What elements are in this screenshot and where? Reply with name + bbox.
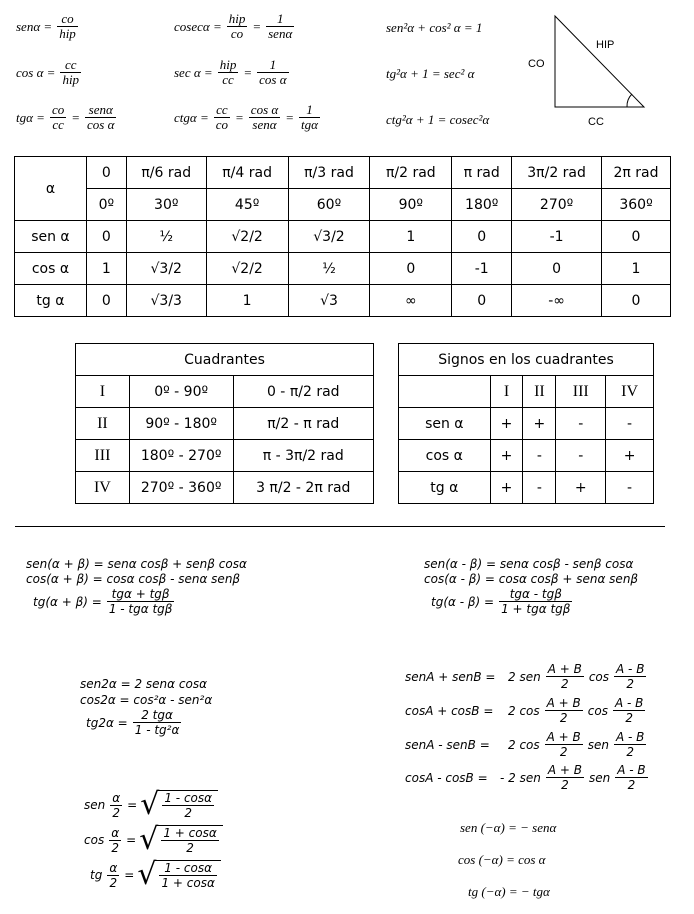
double-cos: cos2α = cos²α - sen²α	[80, 693, 213, 707]
table-cell: π/3 rad	[288, 157, 370, 189]
table-cell: tg α	[399, 472, 491, 504]
table-cell: -	[556, 408, 606, 440]
formula-sec: sec α = hip cc = $\frac{1}{\text{cos α}}$	[174, 57, 287, 87]
table-cell: 60º	[288, 189, 370, 221]
signs-title: Signos en los cuadrantes	[399, 344, 654, 376]
table-row	[15, 253, 671, 285]
half-cos: cos $\frac{\alpha}{2}$ = √ $\frac{1 + \cos\alpha}{2}$	[84, 825, 223, 855]
table-cell: I	[76, 376, 130, 408]
cotangent-identity: ctg²α + 1 = cosec²α	[386, 112, 490, 127]
table-cell: 180º	[452, 189, 512, 221]
table-cell: -	[606, 472, 654, 504]
table-cell: III	[556, 376, 606, 408]
formula-cosec: cosecα = hip co = 1 senα	[174, 11, 293, 41]
table-cell: sen α	[15, 221, 87, 253]
sum-sen: sen(α + β) = senα cosβ + senβ cosα	[26, 557, 247, 571]
trig-values-table	[14, 156, 671, 317]
table-row	[399, 344, 654, 376]
table-cell: 3π/2 rad	[512, 157, 602, 189]
table-cell: √2/2	[206, 221, 288, 253]
table-cell: III	[76, 440, 130, 472]
table-cell: I	[490, 376, 523, 408]
table-cell: 90º	[370, 189, 452, 221]
table-row	[76, 344, 374, 376]
table-cell: -1	[452, 253, 512, 285]
double-sen: sen2α = 2 senα cosα	[80, 677, 207, 691]
sum-cos: cos(α + β) = cosα cosβ - senα senβ	[26, 572, 241, 586]
table-cell: II	[523, 376, 556, 408]
table-cell: ∞	[370, 285, 452, 317]
table-cell: α	[15, 157, 87, 221]
table-cell: 45º	[206, 189, 288, 221]
table-cell: π rad	[452, 157, 512, 189]
table-row	[76, 440, 374, 472]
table-cell: 30º	[126, 189, 206, 221]
table-cell: -	[523, 440, 556, 472]
table-cell: -1	[512, 221, 602, 253]
sum-tg: tg(α + β) = tgα + tgβ 1 - tgα tgβ	[33, 587, 173, 616]
prod-2: cosA + cosB = 2 cos A + B 2 cos A - B 2	[405, 696, 644, 725]
table-cell: ½	[288, 253, 370, 285]
formula-cos: cos α = cc hip	[16, 57, 80, 87]
table-cell: 0	[452, 221, 512, 253]
table-cell: √3/3	[126, 285, 206, 317]
table-cell: 270º	[512, 189, 602, 221]
table-cell: π/2 - π rad	[233, 408, 374, 440]
table-row	[76, 408, 374, 440]
table-row	[399, 408, 654, 440]
table-row	[399, 472, 654, 504]
neg-tg: tg (−α) = − tgα	[468, 884, 550, 899]
table-cell: sen α	[399, 408, 491, 440]
table-cell: π - 3π/2 rad	[233, 440, 374, 472]
table-cell: 3 π/2 - 2π rad	[233, 472, 374, 504]
table-cell: 0	[602, 285, 671, 317]
table-cell: -∞	[512, 285, 602, 317]
table-cell: √2/2	[206, 253, 288, 285]
double-tg: tg2α = 2 tgα 1 - tg²α	[86, 708, 180, 737]
table-cell: II	[76, 408, 130, 440]
table-cell: 0º	[86, 189, 126, 221]
table-cell: √3/2	[126, 253, 206, 285]
tangent-identity: tg²α + 1 = sec² α	[386, 66, 475, 81]
quadrants-table	[75, 343, 374, 504]
pythagorean-identity: sen²α + cos² α = 1	[386, 20, 483, 35]
table-cell: -	[556, 440, 606, 472]
table-cell: √3	[288, 285, 370, 317]
table-cell: +	[490, 472, 523, 504]
table-cell: 1	[86, 253, 126, 285]
signs-table	[398, 343, 654, 504]
table-cell: +	[523, 408, 556, 440]
table-cell: ½	[126, 221, 206, 253]
table-cell: 270º - 360º	[129, 472, 233, 504]
table-row	[15, 157, 671, 189]
table-cell: 1	[370, 221, 452, 253]
label-hip: HIP	[596, 39, 615, 51]
prod-1: senA + senB = 2 sen A + B 2 cos A - B 2	[405, 662, 645, 691]
table-cell: -	[606, 408, 654, 440]
prod-4: cosA - cosB = - 2 sen A + B 2 sen A - B 2	[405, 763, 646, 792]
table-cell: 1	[602, 253, 671, 285]
neg-cos: cos (−α) = cos α	[458, 852, 546, 867]
table-cell: 0	[602, 221, 671, 253]
table-row	[15, 189, 671, 221]
table-cell: 0 - π/2 rad	[233, 376, 374, 408]
dif-tg: tg(α - β) = tgα - tgβ 1 + tgα tgβ	[431, 587, 571, 616]
table-row	[15, 285, 671, 317]
table-cell: 0º - 90º	[129, 376, 233, 408]
half-tg: tg $\frac{\alpha}{2}$ = √ $\frac{1 - \cos\alpha}{1 + \cos\alpha}$	[90, 860, 221, 890]
right-triangle-diagram	[520, 8, 660, 133]
half-sen: sen $\frac{\alpha}{2}$ = √ $\frac{1 - \cos\alpha}{2}$	[84, 790, 218, 820]
formula-sen: senα = co hip	[16, 11, 76, 41]
table-row	[76, 472, 374, 504]
table-cell: 0	[370, 253, 452, 285]
table-row	[76, 376, 374, 408]
table-cell: 1	[206, 285, 288, 317]
table-cell: cos α	[399, 440, 491, 472]
formula-ctg: ctgα = $\frac{cc}{co}$ = cos α senα = 1 tgα	[174, 102, 318, 132]
table-cell: 0	[86, 221, 126, 253]
table-row	[15, 221, 671, 253]
formula-tg: tgα = $\frac{co}{cc}$ = senα cos α	[16, 102, 115, 132]
table-cell: +	[556, 472, 606, 504]
label-co: CO	[528, 58, 545, 70]
table-cell: +	[490, 440, 523, 472]
dif-cos: cos(α - β) = cosα cosβ + senα senβ	[424, 572, 639, 586]
neg-sen: sen (−α) = − senα	[460, 820, 557, 835]
table-cell: √3/2	[288, 221, 370, 253]
quadrants-title: Cuadrantes	[76, 344, 374, 376]
label-cc: CC	[588, 116, 604, 128]
table-cell: tg α	[15, 285, 87, 317]
table-cell: IV	[606, 376, 654, 408]
table-cell	[399, 376, 491, 408]
table-cell: 0	[512, 253, 602, 285]
table-row	[399, 376, 654, 408]
table-cell: +	[606, 440, 654, 472]
table-cell: 90º - 180º	[129, 408, 233, 440]
table-cell: 180º - 270º	[129, 440, 233, 472]
table-cell: 0	[452, 285, 512, 317]
table-cell: 0	[86, 285, 126, 317]
table-cell: 2π rad	[602, 157, 671, 189]
divider	[15, 526, 665, 527]
table-cell: π/4 rad	[206, 157, 288, 189]
table-cell: 360º	[602, 189, 671, 221]
table-cell: cos α	[15, 253, 87, 285]
table-cell: π/2 rad	[370, 157, 452, 189]
table-row	[399, 440, 654, 472]
table-cell: IV	[76, 472, 130, 504]
table-cell: -	[523, 472, 556, 504]
prod-3: senA - senB = 2 cos A + B 2 sen A - B 2	[405, 730, 645, 759]
dif-sen: sen(α - β) = senα cosβ - senβ cosα	[424, 557, 634, 571]
table-cell: 0	[86, 157, 126, 189]
table-cell: π/6 rad	[126, 157, 206, 189]
table-cell: +	[490, 408, 523, 440]
